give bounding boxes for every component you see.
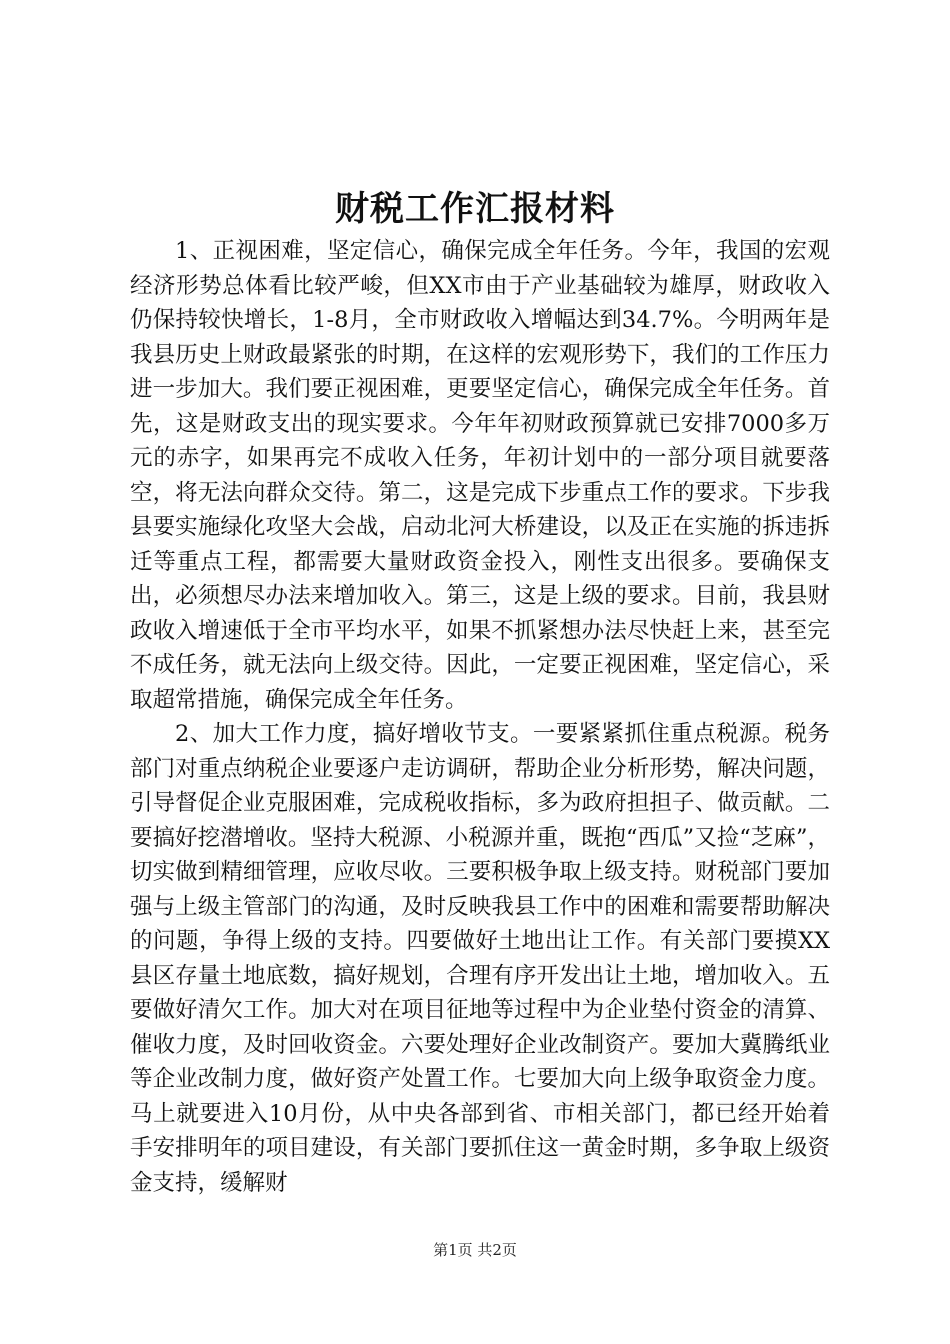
document-body [130, 234, 830, 1200]
document-title: 财税工作汇报材料 [335, 189, 615, 229]
paragraph-2: 2、加大工作力度，搞好增收节支。一要紧紧抓住重点税源。税务部门对重点纳税企业要逐户走访调研，帮助企业分析形势，解决问题，引导督促企业克服困难，完成税收指标，多为政府担担子、做贡献。二要搞好挖潜增收。坚持大税源、小税源并重，既抱“西瓜”又捡“芝麻”，切实做到精细管理，应收尽收。三要积极争取上级支持。财税部门要加强与上级主管部门的沟通，及时反映我县工作中的困难和需要帮助解决的问题，争得上级的支持。四要做好土地出让工作。有关部门要摸XX县区存量土地底数，搞好规划，合理有序开发出让土地，增加收入。五要做好清欠工作。加大对在项目征地等过程中为企业垫付资金的清算、催收力度，及时回收资金。六要处理好企业改制资产。要加大冀腾纸业等企业改制力度，做好资产处置工作。七要加大向上级争取资金力度。马上就要进入10月份，从中央各部到省、市相关部门，都已经开始着手安排明年的项目建设，有关部门要抓住这一黄金时期，多争取上级资金支持，缓解财 [130, 721, 830, 1196]
paragraph-1: 1、正视困难，坚定信心，确保完成全年任务。今年，我国的宏观经济形势总体看比较严峻，但XX市由于产业基础较为雄厚，财政收入仍保持较快增长，1-8月，全市财政收入增幅达到34.7%。今明两年是我县历史上财政最紧张的时期，在这样的宏观形势下，我们的工作压力进一步加大。我们要正视困难，更要坚定信心，确保完成全年任务。首先，这是财政支出的现实要求。今年年初财政预算就已安排7000多万元的赤字，如果再完不成收入任务，年初计划中的一部分项目就要落空，将无法向群众交待。第二，这是完成下步重点工作的要求。下步我县要实施绿化攻坚大会战，启动北河大桥建设，以及正在实施的拆违拆迁等重点工程，都需要大量财政资金投入，刚性支出很多。要确保支出，必须想尽办法来增加收入。第三，这是上级的要求。目前，我县财政收入增速低于全市平均水平，如果不抓紧想办法尽快赶上来，甚至完不成任务，就无法向上级交待。因此，一定要正视困难，坚定信心，采取超常措施，确保完成全年任务。 [130, 238, 830, 713]
page-footer: 第1页 共2页 [433, 1241, 517, 1259]
